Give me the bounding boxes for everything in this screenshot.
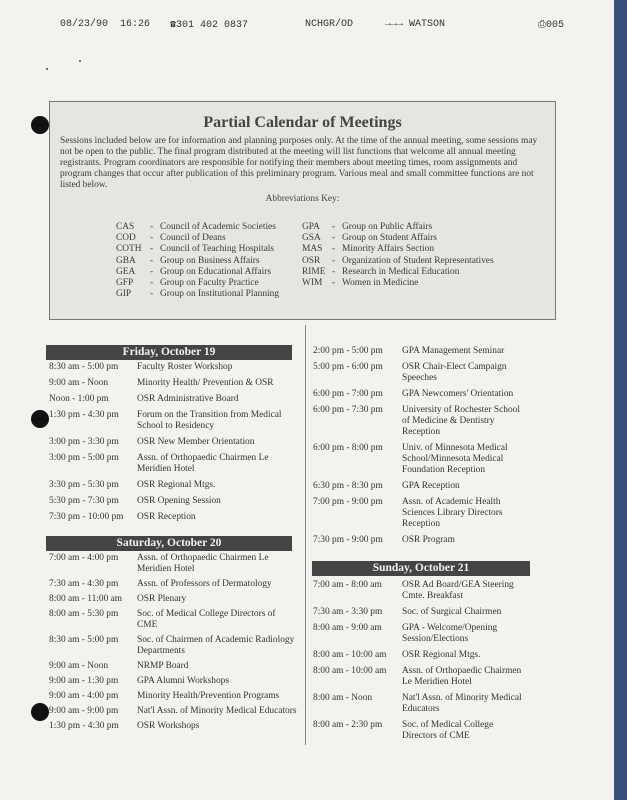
schedule-time: 3:00 pm - 5:00 pm — [49, 453, 119, 463]
abbreviation-row — [302, 244, 552, 255]
fax-page-number: ⎙005 — [538, 20, 565, 31]
schedule-time: 8:30 am - 5:00 pm — [49, 362, 119, 372]
schedule-time: 1:30 pm - 4:30 pm — [49, 721, 119, 731]
abbreviation-dash: - — [332, 255, 336, 266]
schedule-time: 8:00 am - 9:00 am — [313, 623, 382, 633]
abbreviation-row — [116, 244, 316, 255]
abbreviation-row — [116, 267, 316, 278]
saturday-banner: Saturday, October 20 — [46, 536, 292, 551]
schedule-event: GPA Management Seminar — [402, 346, 505, 356]
abbreviation-definition: Women in Medicine — [342, 277, 419, 288]
abbreviation-dash: - — [332, 266, 336, 277]
schedule-time: 3:30 pm - 5:30 pm — [49, 480, 119, 490]
abbreviation-code: WIM — [302, 277, 323, 288]
abbreviation-definition: Council of Academic Societies — [160, 222, 276, 232]
calendar-intro-box — [49, 101, 556, 320]
abbreviation-row — [116, 278, 316, 289]
abbreviation-definition: Research in Medical Education — [342, 266, 460, 277]
column-divider — [305, 325, 306, 745]
schedule-event: Soc. of Medical College Directors of CME — [137, 609, 276, 630]
abbreviation-code: CAS — [116, 222, 135, 232]
abbreviation-row — [302, 278, 552, 289]
punch-hole — [31, 703, 49, 721]
abbreviation-row — [116, 233, 316, 244]
abbreviation-row — [116, 222, 316, 233]
schedule-event: Nat'l Assn. of Minority Medical Educators — [137, 706, 297, 716]
schedule-event: Univ. of Minnesota Medical School/Minnesota Medical Foundation Reception — [402, 443, 508, 475]
abbreviation-definition: Group on Student Affairs — [342, 233, 437, 244]
schedule-time: 8:00 am - 5:30 pm — [49, 609, 119, 619]
abbreviation-dash: - — [150, 244, 154, 255]
schedule-event: Nat'l Assn. of Minority Medical Educators — [402, 693, 522, 714]
abbreviations-left — [116, 222, 316, 300]
punch-hole — [31, 410, 49, 428]
punch-hole — [31, 116, 49, 134]
abbreviation-definition: Group on Public Affairs — [342, 222, 433, 232]
calendar-title: Partial Calendar of Meetings — [203, 114, 402, 131]
abbreviation-code: MAS — [302, 244, 323, 255]
abbreviation-dash: - — [150, 255, 154, 266]
schedule-time: 9:00 am - 1:30 pm — [49, 676, 119, 686]
schedule-time: 7:30 pm - 9:00 pm — [313, 535, 383, 545]
abbreviation-code: OSR — [302, 255, 321, 266]
schedule-event: OSR New Member Orientation — [137, 437, 255, 447]
abbreviation-dash: - — [332, 244, 336, 255]
schedule-time: 1:30 pm - 4:30 pm — [49, 410, 119, 420]
schedule-time: 7:30 pm - 10:00 pm — [49, 512, 124, 522]
abbreviation-definition: Organization of Student Representatives — [342, 255, 494, 266]
schedule-time: 7:00 am - 4:00 pm — [49, 553, 119, 563]
schedule-event: OSR Ad Board/GEA Steering Cmte. Breakfast — [402, 580, 514, 601]
schedule-time: 2:00 pm - 5:00 pm — [313, 346, 383, 356]
schedule-event: Assn. of Orthopaedic Chairmen Le Meridien Hotel — [137, 453, 269, 474]
schedule-event: GPA Reception — [402, 481, 460, 491]
abbreviations-right — [302, 222, 552, 289]
abbreviation-row — [116, 289, 316, 300]
abbreviation-definition: Council of Teaching Hospitals — [160, 244, 274, 255]
abbreviation-code: GIP — [116, 289, 132, 300]
schedule-event: OSR Regional Mtgs. — [137, 480, 216, 490]
schedule-time: 5:30 pm - 7:30 pm — [49, 496, 119, 506]
abbreviation-dash: - — [150, 233, 154, 244]
abbreviation-row — [116, 256, 316, 267]
schedule-event: Soc. of Surgical Chairmen — [402, 607, 502, 617]
abbreviation-code: RIME — [302, 266, 326, 277]
abbreviation-row — [302, 267, 552, 278]
friday-banner: Friday, October 19 — [46, 345, 292, 360]
schedule-event: GPA Alumni Workshops — [137, 676, 229, 686]
schedule-time: 8:00 am - 10:00 am — [313, 666, 387, 676]
schedule-event: OSR Workshops — [137, 721, 200, 731]
schedule-time: 6:30 pm - 8:30 pm — [313, 481, 383, 491]
abbreviation-code: GPA — [302, 222, 320, 232]
abbreviation-row — [302, 233, 552, 244]
schedule-time: Noon - 1:00 pm — [49, 394, 109, 404]
schedule-time: 9:00 am - Noon — [49, 378, 109, 388]
schedule-event: OSR Opening Session — [137, 496, 221, 506]
schedule-time: 6:00 pm - 7:30 pm — [313, 405, 383, 415]
abbreviation-definition: Minority Affairs Section — [342, 244, 435, 255]
sunday-banner: Sunday, October 21 — [312, 561, 530, 576]
schedule-event: Forum on the Transition from Medical School to Residency — [137, 410, 282, 431]
schedule-event: Assn. of Orthopaedic Chairmen Le Meridien Hotel — [137, 553, 269, 574]
abbreviation-definition: Group on Educational Affairs — [160, 266, 271, 277]
schedule-event: NRMP Board — [137, 661, 189, 671]
schedule-time: 8:00 am - 10:00 am — [313, 650, 387, 660]
speck — [46, 68, 48, 70]
speck — [79, 60, 81, 62]
abbreviation-dash: - — [150, 289, 154, 300]
abbreviation-code: GEA — [116, 266, 136, 277]
abbreviation-definition: Group on Faculty Practice — [160, 277, 259, 288]
schedule-event: OSR Program — [402, 535, 455, 545]
schedule-time: 7:00 pm - 9:00 pm — [313, 497, 383, 507]
schedule-time: 8:30 am - 5:00 pm — [49, 635, 119, 645]
schedule-time: 9:00 am - Noon — [49, 661, 109, 671]
schedule-time: 5:00 pm - 6:00 pm — [313, 362, 383, 372]
abbreviation-code: COTH — [116, 244, 142, 255]
fax-date: 08/23/90 — [60, 19, 109, 30]
schedule-event: Minority Health/Prevention Programs — [137, 691, 280, 701]
abbreviation-dash: - — [150, 277, 154, 288]
abbreviation-code: COD — [116, 233, 136, 244]
schedule-event: OSR Regional Mtgs. — [402, 650, 481, 660]
schedule-time: 8:00 am - Noon — [313, 693, 373, 703]
fax-from: NCHGR/OD — [305, 19, 354, 30]
schedule-time: 7:30 am - 3:30 pm — [313, 607, 383, 617]
schedule-event: Faculty Roster Workshop — [137, 362, 233, 372]
fax-to: →→→ WATSON — [385, 19, 446, 30]
schedule-event: OSR Reception — [137, 512, 196, 522]
abbreviation-dash: - — [150, 222, 154, 232]
schedule-event: OSR Administrative Board — [137, 394, 239, 404]
fax-phone: ☎301 402 0837 — [170, 20, 249, 31]
abbreviation-row — [302, 256, 552, 267]
abbreviation-code: GBA — [116, 255, 136, 266]
abbreviation-definition: Council of Deans — [160, 233, 226, 244]
schedule-event: University of Rochester School of Medicine & Dentistry Reception — [402, 405, 520, 437]
abbreviation-row — [302, 222, 552, 233]
schedule-time: 8:00 am - 2:30 pm — [313, 720, 383, 730]
abbreviation-definition: Group on Business Affairs — [160, 255, 260, 266]
schedule-time: 9:00 am - 9:00 pm — [49, 706, 119, 716]
schedule-event: GPA - Welcome/Opening Session/Elections — [402, 623, 498, 644]
schedule-time: 9:00 am - 4:00 pm — [49, 691, 119, 701]
abbreviation-dash: - — [332, 277, 336, 288]
schedule-time: 6:00 pm - 7:00 pm — [313, 389, 383, 399]
schedule-event: Minority Health/ Prevention & OSR — [137, 378, 274, 388]
schedule-time: 6:00 pm - 8:00 pm — [313, 443, 383, 453]
schedule-time: 7:00 am - 8:00 am — [313, 580, 382, 590]
abbreviations-title: Abbreviations Key: — [265, 194, 340, 204]
schedule-event: Assn. of Professors of Dermatology — [137, 579, 272, 589]
schedule-time: 3:00 pm - 3:30 pm — [49, 437, 119, 447]
abbreviation-dash: - — [150, 266, 154, 277]
schedule-time: 8:00 am - 11:00 am — [49, 594, 123, 604]
schedule-event: Soc. of Chairmen of Academic Radiology Departments — [137, 635, 295, 656]
schedule-time: 7:30 am - 4:30 pm — [49, 579, 119, 589]
abbreviation-definition: Group on Institutional Planning — [160, 289, 280, 300]
schedule-event: Assn. of Academic Health Sciences Library Directors Reception — [402, 497, 503, 529]
schedule-event: OSR Chair-Elect Campaign Speeches — [402, 362, 507, 383]
schedule-event: OSR Plenary — [137, 594, 187, 604]
abbreviation-code: GFP — [116, 277, 134, 288]
abbreviation-code: GSA — [302, 233, 321, 244]
abbreviation-dash: - — [332, 222, 336, 232]
fax-time: 16:26 — [120, 19, 151, 30]
abbreviation-dash: - — [332, 233, 336, 244]
schedule-event: GPA Newcomers' Orientation — [402, 389, 514, 399]
schedule-event: Soc. of Medical College Directors of CME — [402, 720, 494, 741]
page-icon: ⎙ — [538, 20, 546, 31]
schedule-event: Assn. of Orthopaedic Chairmen Le Meridien Hotel — [402, 666, 522, 687]
calendar-intro: Sessions included below are for information and planning purposes only. At the time of the annual meeting, some sessions may not be open to the public. The final program distributed at the meeting will list functions that welcome all annual meeting registrants. Program coordinators are responsible for notifying their members about meeting times, room assignments and program changes that occur after publication of this preliminary program. Various meal and small committee functions are not listed below. — [60, 136, 538, 190]
